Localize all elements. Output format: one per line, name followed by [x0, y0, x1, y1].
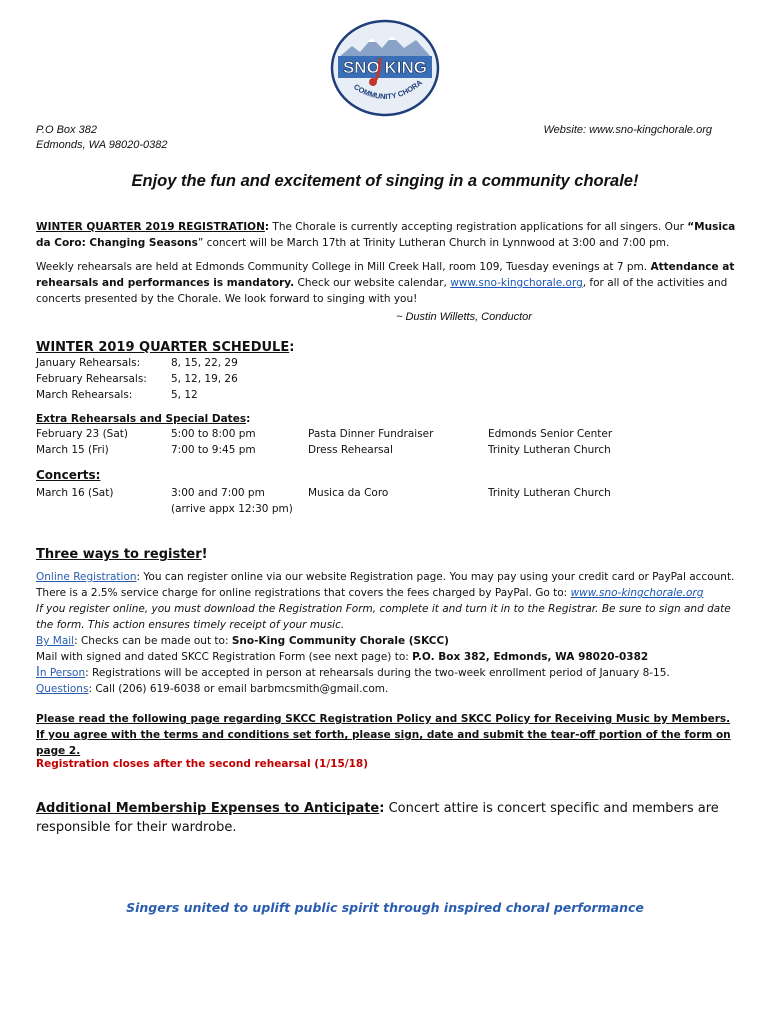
concert-row: March 16 (Sat) 3:00 and 7:00 pm (arrive appx 12:30 pm) Musica da Coro Trinity Lutheran Church [36, 487, 611, 515]
svg-text:SNO KING: SNO KING [342, 58, 428, 77]
membership-expenses: Additional Membership Expenses to Anticipate: Concert attire is concert specific and members are responsible for their wardrobe. [36, 801, 719, 835]
policy-note: Please read the following page regarding SKCC Registration Policy and SKCC Policy for Receiving Music by Members. If you agree with the terms and conditions set forth, please sign, date and submit the tear-off portion of the form on page 2. [36, 713, 731, 757]
schedule-row: March Rehearsals: 5, 12 [36, 389, 198, 401]
concerts-table [36, 485, 611, 517]
tagline-heading: Enjoy the fun and excitement of singing in a community chorale! [131, 172, 639, 190]
concert-name: “Musica da Coro: Changing Seasons [36, 221, 736, 249]
registration-heading: WINTER QUARTER 2019 REGISTRATION [36, 221, 265, 233]
website-link[interactable]: www.sno-kingchorale.org [450, 277, 583, 289]
extra-rehearsals-table [36, 426, 612, 458]
questions-label: Questions [36, 683, 89, 695]
concerts-heading: Concerts: [36, 468, 101, 482]
paypal-fee-line: There is a 2.5% service charge for online registrations that covers the fees charged by PayPal. Go to: www.sno-kingchorale.org [36, 587, 704, 599]
extra-row: March 15 (Fri) 7:00 to 9:45 pm Dress Rehearsal Trinity Lutheran Church [36, 444, 611, 456]
city-zip: Edmonds, WA 98020-0382 [36, 139, 168, 151]
website-label: Website: www.sno-kingchorale.org [543, 124, 712, 136]
register-details [36, 569, 736, 697]
footer-motto: Singers united to uplift public spirit through inspired choral performance [126, 900, 644, 915]
mailing-address [36, 123, 167, 153]
online-registration-link[interactable]: Online Registration [36, 571, 137, 583]
by-mail-label: By Mail [36, 635, 75, 647]
svg-text:COMMUNITY CHORALE: COMMUNITY CHORA [352, 77, 424, 102]
sno-king-logo [330, 18, 440, 118]
po-box: P.O Box 382 [36, 124, 97, 136]
registration-link[interactable]: www.sno-kingchorale.org [570, 587, 704, 599]
conductor-signature: ~ Dustin Willetts, Conductor [396, 311, 532, 323]
online-note: If you register online, you must download the Registration Form, complete it and turn it in to the Registrar. Be sure to sign and date the form. This action ensures timely receipt of your music. [36, 603, 731, 631]
in-person-line: In Person: Registrations will be accepted in person at rehearsals during the two-week enrollment period of January 8-15. [36, 665, 670, 680]
schedule-row: February Rehearsals: 5, 12, 19, 26 [36, 373, 238, 385]
in-person-label: n Person [39, 667, 86, 679]
schedule-table [36, 355, 238, 403]
extra-rehearsals-heading: Extra Rehearsals and Special Dates: [36, 413, 251, 425]
online-registration-line: Online Registration: You can register online via our website Registration page. You may pay using your credit card or PayPal account. [36, 571, 735, 583]
extra-row: February 23 (Sat) 5:00 to 8:00 pm Pasta Dinner Fundraiser Edmonds Senior Center [36, 428, 613, 440]
register-heading: Three ways to register! [36, 547, 208, 562]
intro-paragraph: WINTER QUARTER 2019 REGISTRATION: The Chorale is currently accepting registration applications for all singers. Our “Musica da Coro: Changing Seasons” concert will be March 17th at Trinity Lutheran Church in Lynnwood at 3:00 and 7:00 pm. [36, 221, 736, 249]
rehearsal-paragraph: Weekly rehearsals are held at Edmonds Community College in Mill Creek Hall, room 109, Tuesday evenings at 7 pm. Attendance at rehearsals and performances is mandatory. Check our website calendar, www.sno-kingchorale.org, for all of the activities and concerts presented by the Chorale. We look forward to singing with you! [36, 261, 735, 305]
attendance-notice: Attendance at rehearsals and performances is mandatory. [36, 261, 735, 289]
questions-line: Questions: Call (206) 619-6038 or email barbmcsmith@gmail.com. [36, 683, 389, 695]
mail-line: By Mail: Checks can be made out to: Sno-King Community Chorale (SKCC) [36, 635, 449, 647]
mail-address-line: Mail with signed and dated SKCC Registration Form (see next page) to: P.O. Box 382, Edmonds, WA 98020-0382 [36, 651, 649, 663]
schedule-heading: WINTER 2019 QUARTER SCHEDULE: [36, 340, 295, 355]
registration-deadline: Registration closes after the second rehearsal (1/15/18) [36, 758, 369, 770]
schedule-row: January Rehearsals: 8, 15, 22, 29 [36, 357, 238, 369]
